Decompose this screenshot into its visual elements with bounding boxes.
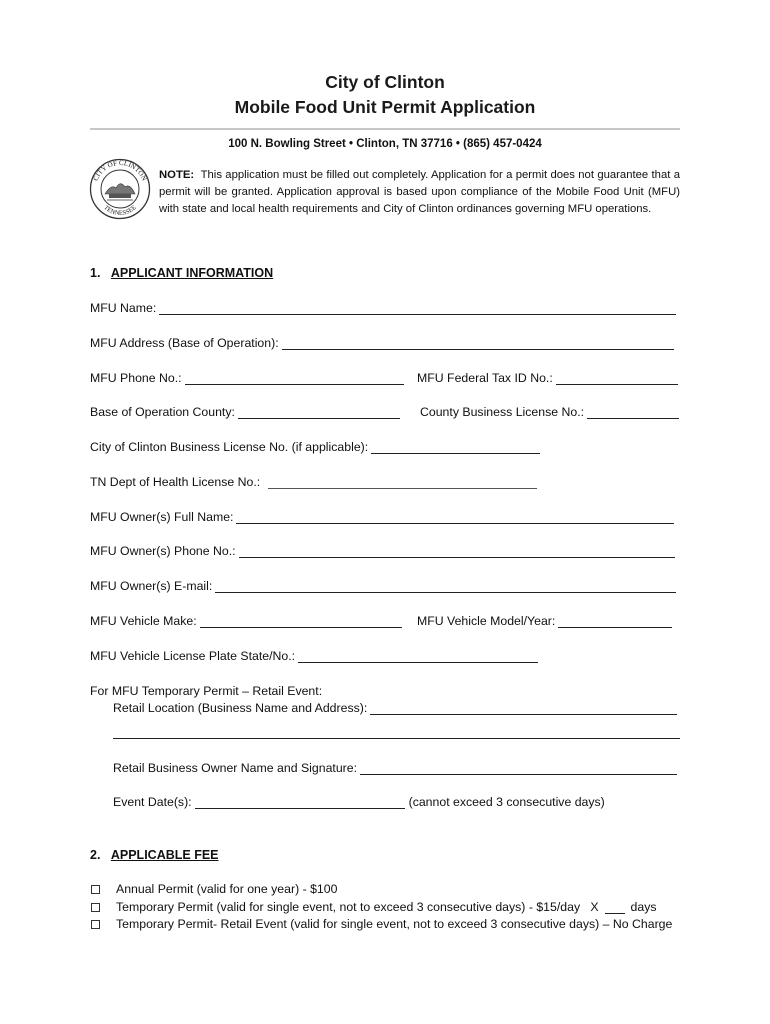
owner-email-field xyxy=(90,579,676,593)
section-1-title: APPLICANT INFORMATION xyxy=(110,266,274,280)
temp-permit-heading-label: For MFU Temporary Permit – Retail Event: xyxy=(90,684,323,698)
vehicle-make-label: MFU Vehicle Make: xyxy=(90,614,197,628)
owner-phone-input[interactable] xyxy=(239,544,675,558)
owner-phone-field xyxy=(90,544,675,558)
retail-event-permit-checkbox[interactable] xyxy=(91,920,100,929)
header-divider xyxy=(90,128,680,130)
retail-location-field xyxy=(113,701,677,715)
temp-permit-heading xyxy=(90,684,322,698)
mfu-name-label: MFU Name: xyxy=(90,301,157,315)
plate-input[interactable] xyxy=(298,649,538,663)
owner-name-field xyxy=(90,510,674,524)
event-dates-note: (cannot exceed 3 consecutive days) xyxy=(408,795,605,809)
plate-label: MFU Vehicle License Plate State/No.: xyxy=(90,649,296,663)
retail-owner-input[interactable] xyxy=(360,761,677,775)
section-1-heading xyxy=(90,266,273,280)
event-dates-field xyxy=(113,795,605,809)
fee-option-annual xyxy=(90,882,337,896)
owner-email-input[interactable] xyxy=(215,579,676,593)
vehicle-model-label: MFU Vehicle Model/Year: xyxy=(417,614,556,628)
base-county-field xyxy=(90,405,400,419)
note-paragraph xyxy=(159,167,680,218)
tn-health-license-label: TN Dept of Health License No.: xyxy=(90,475,261,489)
owner-email-label: MFU Owner(s) E-mail: xyxy=(90,579,213,593)
retail-location-label: Retail Location (Business Name and Address): xyxy=(113,701,368,715)
vehicle-make-field xyxy=(90,614,402,628)
note-text: This application must be filled out completely. Application for a permit does not guarantee that a permit will be granted. Application approval is based upon compliance of the Mobile Food Unit (MFU) with state and local health requirements and City of Clinton ordinances governing MFU operations. xyxy=(159,169,680,215)
mfu-address-field xyxy=(90,336,674,350)
mfu-address-input[interactable] xyxy=(282,336,674,350)
mfu-phone-field xyxy=(90,371,404,385)
tn-health-license-field xyxy=(90,475,537,489)
tn-health-license-input[interactable] xyxy=(268,475,537,489)
vehicle-model-input[interactable] xyxy=(558,614,672,628)
event-dates-input[interactable] xyxy=(195,795,405,809)
form-title: Mobile Food Unit Permit Application xyxy=(234,97,536,117)
section-1-number: 1. xyxy=(90,266,101,280)
base-county-input[interactable] xyxy=(238,405,400,419)
fee-option-retail-event xyxy=(90,917,672,931)
clinton-license-input[interactable] xyxy=(371,440,540,454)
retail-location-input-line-2[interactable] xyxy=(113,738,680,739)
retail-location-input[interactable] xyxy=(370,701,677,715)
retail-owner-field xyxy=(113,761,677,775)
federal-tax-id-label: MFU Federal Tax ID No.: xyxy=(417,371,553,385)
note-label: NOTE: xyxy=(159,169,195,181)
county-license-input[interactable] xyxy=(587,405,679,419)
city-name: City of Clinton xyxy=(325,72,445,92)
mfu-address-label: MFU Address (Base of Operation): xyxy=(90,336,279,350)
retail-event-permit-label: Temporary Permit- Retail Event (valid for single event, not to exceed 3 consecutive days) – No Charge xyxy=(116,917,673,931)
vehicle-model-field xyxy=(417,614,672,628)
temporary-permit-checkbox[interactable] xyxy=(91,903,100,912)
clinton-license-field xyxy=(90,440,540,454)
plate-field xyxy=(90,649,538,663)
annual-permit-label: Annual Permit (valid for one year) - $100 xyxy=(116,882,338,896)
owner-name-input[interactable] xyxy=(236,510,674,524)
federal-tax-id-field xyxy=(417,371,678,385)
owner-phone-label: MFU Owner(s) Phone No.: xyxy=(90,544,236,558)
mfu-phone-input[interactable] xyxy=(185,371,404,385)
county-license-field xyxy=(420,405,679,419)
temporary-permit-label: Temporary Permit (valid for single event, not to exceed 3 consecutive days) - $15/day X xyxy=(116,900,599,914)
temporary-days-label: days xyxy=(630,900,657,914)
section-2-heading xyxy=(90,848,219,862)
mfu-name-field xyxy=(90,301,676,315)
mfu-phone-label: MFU Phone No.: xyxy=(90,371,182,385)
federal-tax-id-input[interactable] xyxy=(556,371,678,385)
county-license-label: County Business License No.: xyxy=(420,405,585,419)
section-2-number: 2. xyxy=(90,848,101,862)
clinton-license-label: City of Clinton Business License No. (if applicable): xyxy=(90,440,369,454)
address-line: 100 N. Bowling Street • Clinton, TN 37716 • (865) 457-0424 xyxy=(228,138,542,150)
owner-name-label: MFU Owner(s) Full Name: xyxy=(90,510,234,524)
city-seal-icon xyxy=(89,158,151,220)
mfu-name-input[interactable] xyxy=(159,301,676,315)
seal-top-text: CITY OF CLINTON xyxy=(91,158,149,183)
event-dates-label: Event Date(s): xyxy=(113,795,192,809)
seal-bottom-text: TENNESSEE xyxy=(102,204,138,218)
vehicle-make-input[interactable] xyxy=(200,614,402,628)
base-county-label: Base of Operation County: xyxy=(90,405,235,419)
section-2-title: APPLICABLE FEE xyxy=(110,848,219,862)
annual-permit-checkbox[interactable] xyxy=(91,885,100,894)
temporary-days-input[interactable] xyxy=(605,901,625,914)
fee-option-temporary xyxy=(90,900,657,914)
retail-owner-label: Retail Business Owner Name and Signature: xyxy=(113,761,358,775)
